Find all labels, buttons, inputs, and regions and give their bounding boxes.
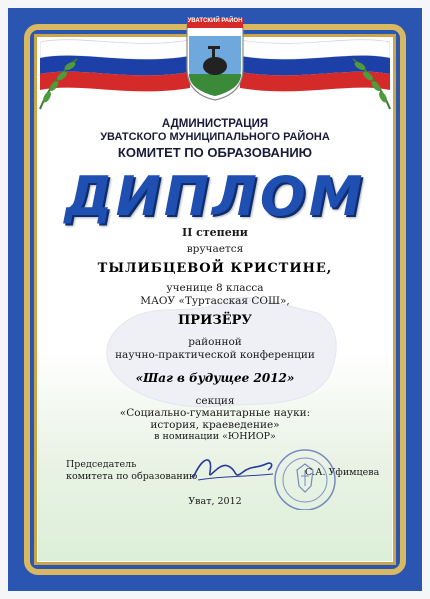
emblem-label: УВАТСКИЙ РАЙОН (187, 18, 243, 24)
admin-line1: АДМИНИСТРАЦИЯ (161, 118, 269, 130)
award-status: ПРИЗЁРУ (178, 313, 252, 328)
signer-position-line1: Председатель (66, 459, 137, 470)
awarded-text: вручается (186, 243, 244, 255)
signer-name: С.А. Уфимцева (305, 467, 380, 478)
conference-line1: районной (188, 336, 242, 348)
diploma-degree: II степени (182, 226, 248, 239)
laurel-left-icon (32, 54, 82, 114)
conference-line2: научно-практической конференции (115, 349, 315, 361)
student-class: ученице 8 класса (166, 282, 264, 294)
section-label: секция (195, 395, 235, 407)
district-emblem (183, 16, 247, 102)
committee-title: КОМИТЕТ ПО ОБРАЗОВАНИЮ (117, 145, 313, 160)
handwritten-signature-icon (188, 450, 278, 490)
section-line2: история, краеведение» (150, 419, 280, 431)
place-date: Уват, 2012 (188, 496, 242, 507)
laurel-right-icon (348, 54, 398, 114)
nomination: в номинации «ЮНИОР» (154, 431, 276, 442)
conference-name: «Шаг в будущее 2012» (135, 371, 295, 385)
recipient-name: ТЫЛИБЦЕВОЙ КРИСТИНЕ, (97, 261, 333, 276)
school-name: МАОУ «Туртасская СОШ», (140, 295, 290, 307)
section-line1: «Социально-гуманитарные науки: (119, 407, 311, 419)
diploma-title: ДИПЛОМ (64, 165, 366, 228)
signer-position-line2: комитета по образованию (66, 471, 198, 482)
admin-line2: УВАТСКОГО МУНИЦИПАЛЬНОГО РАЙОНА (100, 131, 330, 143)
